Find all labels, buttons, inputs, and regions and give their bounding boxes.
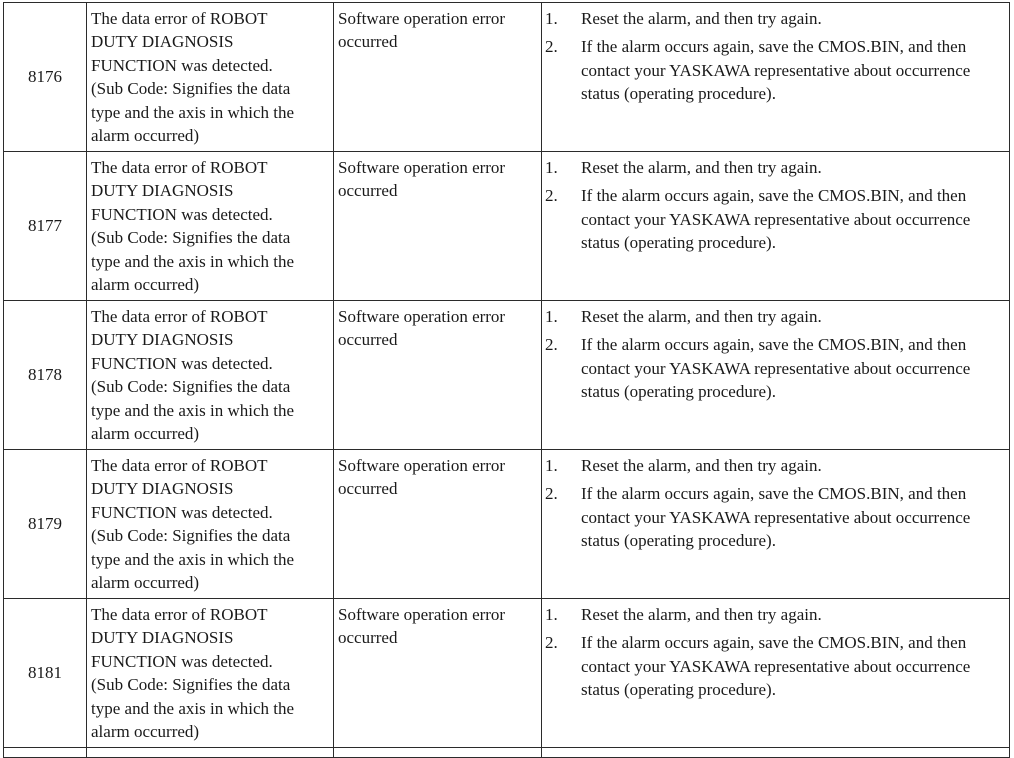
table-cell-partial bbox=[542, 748, 1010, 758]
alarm-meaning-line: The data error of ROBOT bbox=[91, 605, 268, 624]
remedy-step-number: 2. bbox=[545, 37, 558, 57]
remedy-step-number: 2. bbox=[545, 484, 558, 504]
remedy-step bbox=[545, 35, 1005, 105]
remedy-step bbox=[545, 156, 1005, 179]
remedy-step bbox=[545, 482, 1005, 552]
alarm-meaning-line: type and the axis in which the bbox=[91, 400, 295, 420]
alarm-code-cell bbox=[4, 152, 87, 301]
remedy-step bbox=[545, 184, 1005, 254]
alarm-meaning-line: FUNCTION was detected. bbox=[91, 204, 273, 224]
alarm-meaning-line: FUNCTION was detected. bbox=[91, 55, 273, 75]
alarm-code: 8179 bbox=[28, 514, 62, 534]
alarm-meaning-cell bbox=[87, 301, 334, 450]
remedy-step-line: Reset the alarm, and then try again. bbox=[581, 456, 822, 475]
alarm-meaning-cell bbox=[87, 450, 334, 599]
remedy-step-line: If the alarm occurs again, save the CMOS.BIN, and then bbox=[581, 633, 967, 653]
alarm-cause-cell bbox=[334, 3, 542, 152]
remedy-step-line: status (operating procedure). bbox=[581, 531, 776, 551]
alarm-code: 8177 bbox=[28, 216, 62, 236]
table-row bbox=[4, 450, 1010, 599]
remedy-step-line: Reset the alarm, and then try again. bbox=[581, 605, 822, 624]
alarm-meaning-line: (Sub Code: Signifies the data bbox=[91, 79, 291, 99]
alarm-cause-line: occurred bbox=[338, 330, 398, 350]
alarm-cause-cell bbox=[334, 301, 542, 450]
remedy-step-line: status (operating procedure). bbox=[581, 84, 776, 104]
remedy-step-line: status (operating procedure). bbox=[581, 382, 776, 402]
alarm-remedy-cell bbox=[542, 301, 1010, 450]
remedy-step-line: Reset the alarm, and then try again. bbox=[581, 9, 822, 28]
remedy-step-line: contact your YASKAWA representative about occurrence bbox=[581, 209, 971, 229]
alarm-meaning-line: alarm occurred) bbox=[91, 722, 200, 742]
alarm-code: 8178 bbox=[28, 365, 62, 385]
alarm-cause-line: occurred bbox=[338, 479, 398, 499]
alarm-cause-cell bbox=[334, 450, 542, 599]
alarm-cause-line: Software operation error bbox=[338, 307, 506, 326]
alarm-meaning-line: alarm occurred) bbox=[91, 275, 200, 295]
table-row bbox=[4, 152, 1010, 301]
remedy-step bbox=[545, 603, 1005, 626]
alarm-code-cell bbox=[4, 3, 87, 152]
alarm-meaning-line: DUTY DIAGNOSIS bbox=[91, 32, 234, 52]
alarm-cause-line: Software operation error bbox=[338, 9, 506, 28]
remedy-step-line: Reset the alarm, and then try again. bbox=[581, 158, 822, 177]
remedy-step-line: status (operating procedure). bbox=[581, 680, 776, 700]
alarm-meaning-cell bbox=[87, 599, 334, 748]
alarm-code-cell bbox=[4, 301, 87, 450]
alarm-meaning-line: FUNCTION was detected. bbox=[91, 651, 273, 671]
remedy-step-number: 1. bbox=[545, 9, 558, 28]
alarm-meaning-line: (Sub Code: Signifies the data bbox=[91, 377, 291, 397]
alarm-meaning-line: alarm occurred) bbox=[91, 126, 200, 146]
alarm-meaning-line: (Sub Code: Signifies the data bbox=[91, 526, 291, 546]
remedy-list bbox=[545, 454, 1005, 553]
alarm-table bbox=[3, 2, 1010, 758]
alarm-meaning-line: type and the axis in which the bbox=[91, 102, 295, 122]
table-cell-partial bbox=[4, 748, 87, 758]
remedy-step-number: 2. bbox=[545, 186, 558, 206]
alarm-code: 8181 bbox=[28, 663, 62, 683]
alarm-meaning-line: (Sub Code: Signifies the data bbox=[91, 675, 291, 695]
remedy-list bbox=[545, 156, 1005, 255]
alarm-meaning-cell bbox=[87, 152, 334, 301]
alarm-meaning-line: DUTY DIAGNOSIS bbox=[91, 628, 234, 648]
alarm-remedy-cell bbox=[542, 599, 1010, 748]
alarm-meaning-line: FUNCTION was detected. bbox=[91, 502, 273, 522]
remedy-step bbox=[545, 305, 1005, 328]
alarm-meaning-line: type and the axis in which the bbox=[91, 549, 295, 569]
alarm-cause-line: occurred bbox=[338, 32, 398, 52]
alarm-code-cell bbox=[4, 450, 87, 599]
alarm-meaning-line: alarm occurred) bbox=[91, 573, 200, 593]
table-row bbox=[4, 301, 1010, 450]
remedy-list bbox=[545, 603, 1005, 702]
alarm-meaning-line: (Sub Code: Signifies the data bbox=[91, 228, 291, 248]
alarm-meaning-line: alarm occurred) bbox=[91, 424, 200, 444]
remedy-step-line: contact your YASKAWA representative about occurrence bbox=[581, 60, 971, 80]
remedy-step-line: Reset the alarm, and then try again. bbox=[581, 307, 822, 326]
remedy-step-number: 1. bbox=[545, 605, 558, 624]
alarm-meaning-line: The data error of ROBOT bbox=[91, 456, 268, 475]
remedy-step bbox=[545, 631, 1005, 701]
alarm-cause-line: occurred bbox=[338, 181, 398, 201]
table-cell-partial bbox=[334, 748, 542, 758]
alarm-meaning-line: DUTY DIAGNOSIS bbox=[91, 479, 234, 499]
table-row bbox=[4, 599, 1010, 748]
remedy-list bbox=[545, 7, 1005, 106]
remedy-step-line: contact your YASKAWA representative about occurrence bbox=[581, 507, 971, 527]
remedy-step bbox=[545, 333, 1005, 403]
alarm-remedy-cell bbox=[542, 152, 1010, 301]
alarm-cause-cell bbox=[334, 152, 542, 301]
alarm-meaning-line: type and the axis in which the bbox=[91, 698, 295, 718]
remedy-step-line: status (operating procedure). bbox=[581, 233, 776, 253]
alarm-cause-line: Software operation error bbox=[338, 456, 506, 475]
alarm-remedy-cell bbox=[542, 3, 1010, 152]
table-cell-partial bbox=[87, 748, 334, 758]
remedy-step bbox=[545, 454, 1005, 477]
remedy-step-line: If the alarm occurs again, save the CMOS.BIN, and then bbox=[581, 186, 967, 206]
remedy-step bbox=[545, 7, 1005, 30]
alarm-meaning-line: The data error of ROBOT bbox=[91, 307, 268, 326]
alarm-cause-line: Software operation error bbox=[338, 605, 506, 624]
remedy-step-line: If the alarm occurs again, save the CMOS.BIN, and then bbox=[581, 37, 967, 57]
alarm-code: 8176 bbox=[28, 67, 62, 87]
alarm-cause-line: occurred bbox=[338, 628, 398, 648]
remedy-step-line: If the alarm occurs again, save the CMOS.BIN, and then bbox=[581, 335, 967, 355]
alarm-meaning-line: FUNCTION was detected. bbox=[91, 353, 273, 373]
alarm-code-cell bbox=[4, 599, 87, 748]
remedy-step-number: 2. bbox=[545, 633, 558, 653]
remedy-step-line: contact your YASKAWA representative about occurrence bbox=[581, 656, 971, 676]
alarm-meaning-cell bbox=[87, 3, 334, 152]
table-row-partial bbox=[4, 748, 1010, 758]
alarm-remedy-cell bbox=[542, 450, 1010, 599]
alarm-cause-cell bbox=[334, 599, 542, 748]
alarm-table-body bbox=[4, 3, 1010, 758]
remedy-step-number: 1. bbox=[545, 307, 558, 326]
remedy-step-number: 1. bbox=[545, 456, 558, 475]
alarm-meaning-line: The data error of ROBOT bbox=[91, 158, 268, 177]
alarm-meaning-line: DUTY DIAGNOSIS bbox=[91, 181, 234, 201]
table-row bbox=[4, 3, 1010, 152]
alarm-meaning-line: type and the axis in which the bbox=[91, 251, 295, 271]
remedy-step-line: contact your YASKAWA representative about occurrence bbox=[581, 358, 971, 378]
remedy-list bbox=[545, 305, 1005, 404]
alarm-cause-line: Software operation error bbox=[338, 158, 506, 177]
remedy-step-number: 2. bbox=[545, 335, 558, 355]
alarm-meaning-line: The data error of ROBOT bbox=[91, 9, 268, 28]
remedy-step-number: 1. bbox=[545, 158, 558, 177]
alarm-meaning-line: DUTY DIAGNOSIS bbox=[91, 330, 234, 350]
remedy-step-line: If the alarm occurs again, save the CMOS.BIN, and then bbox=[581, 484, 967, 504]
